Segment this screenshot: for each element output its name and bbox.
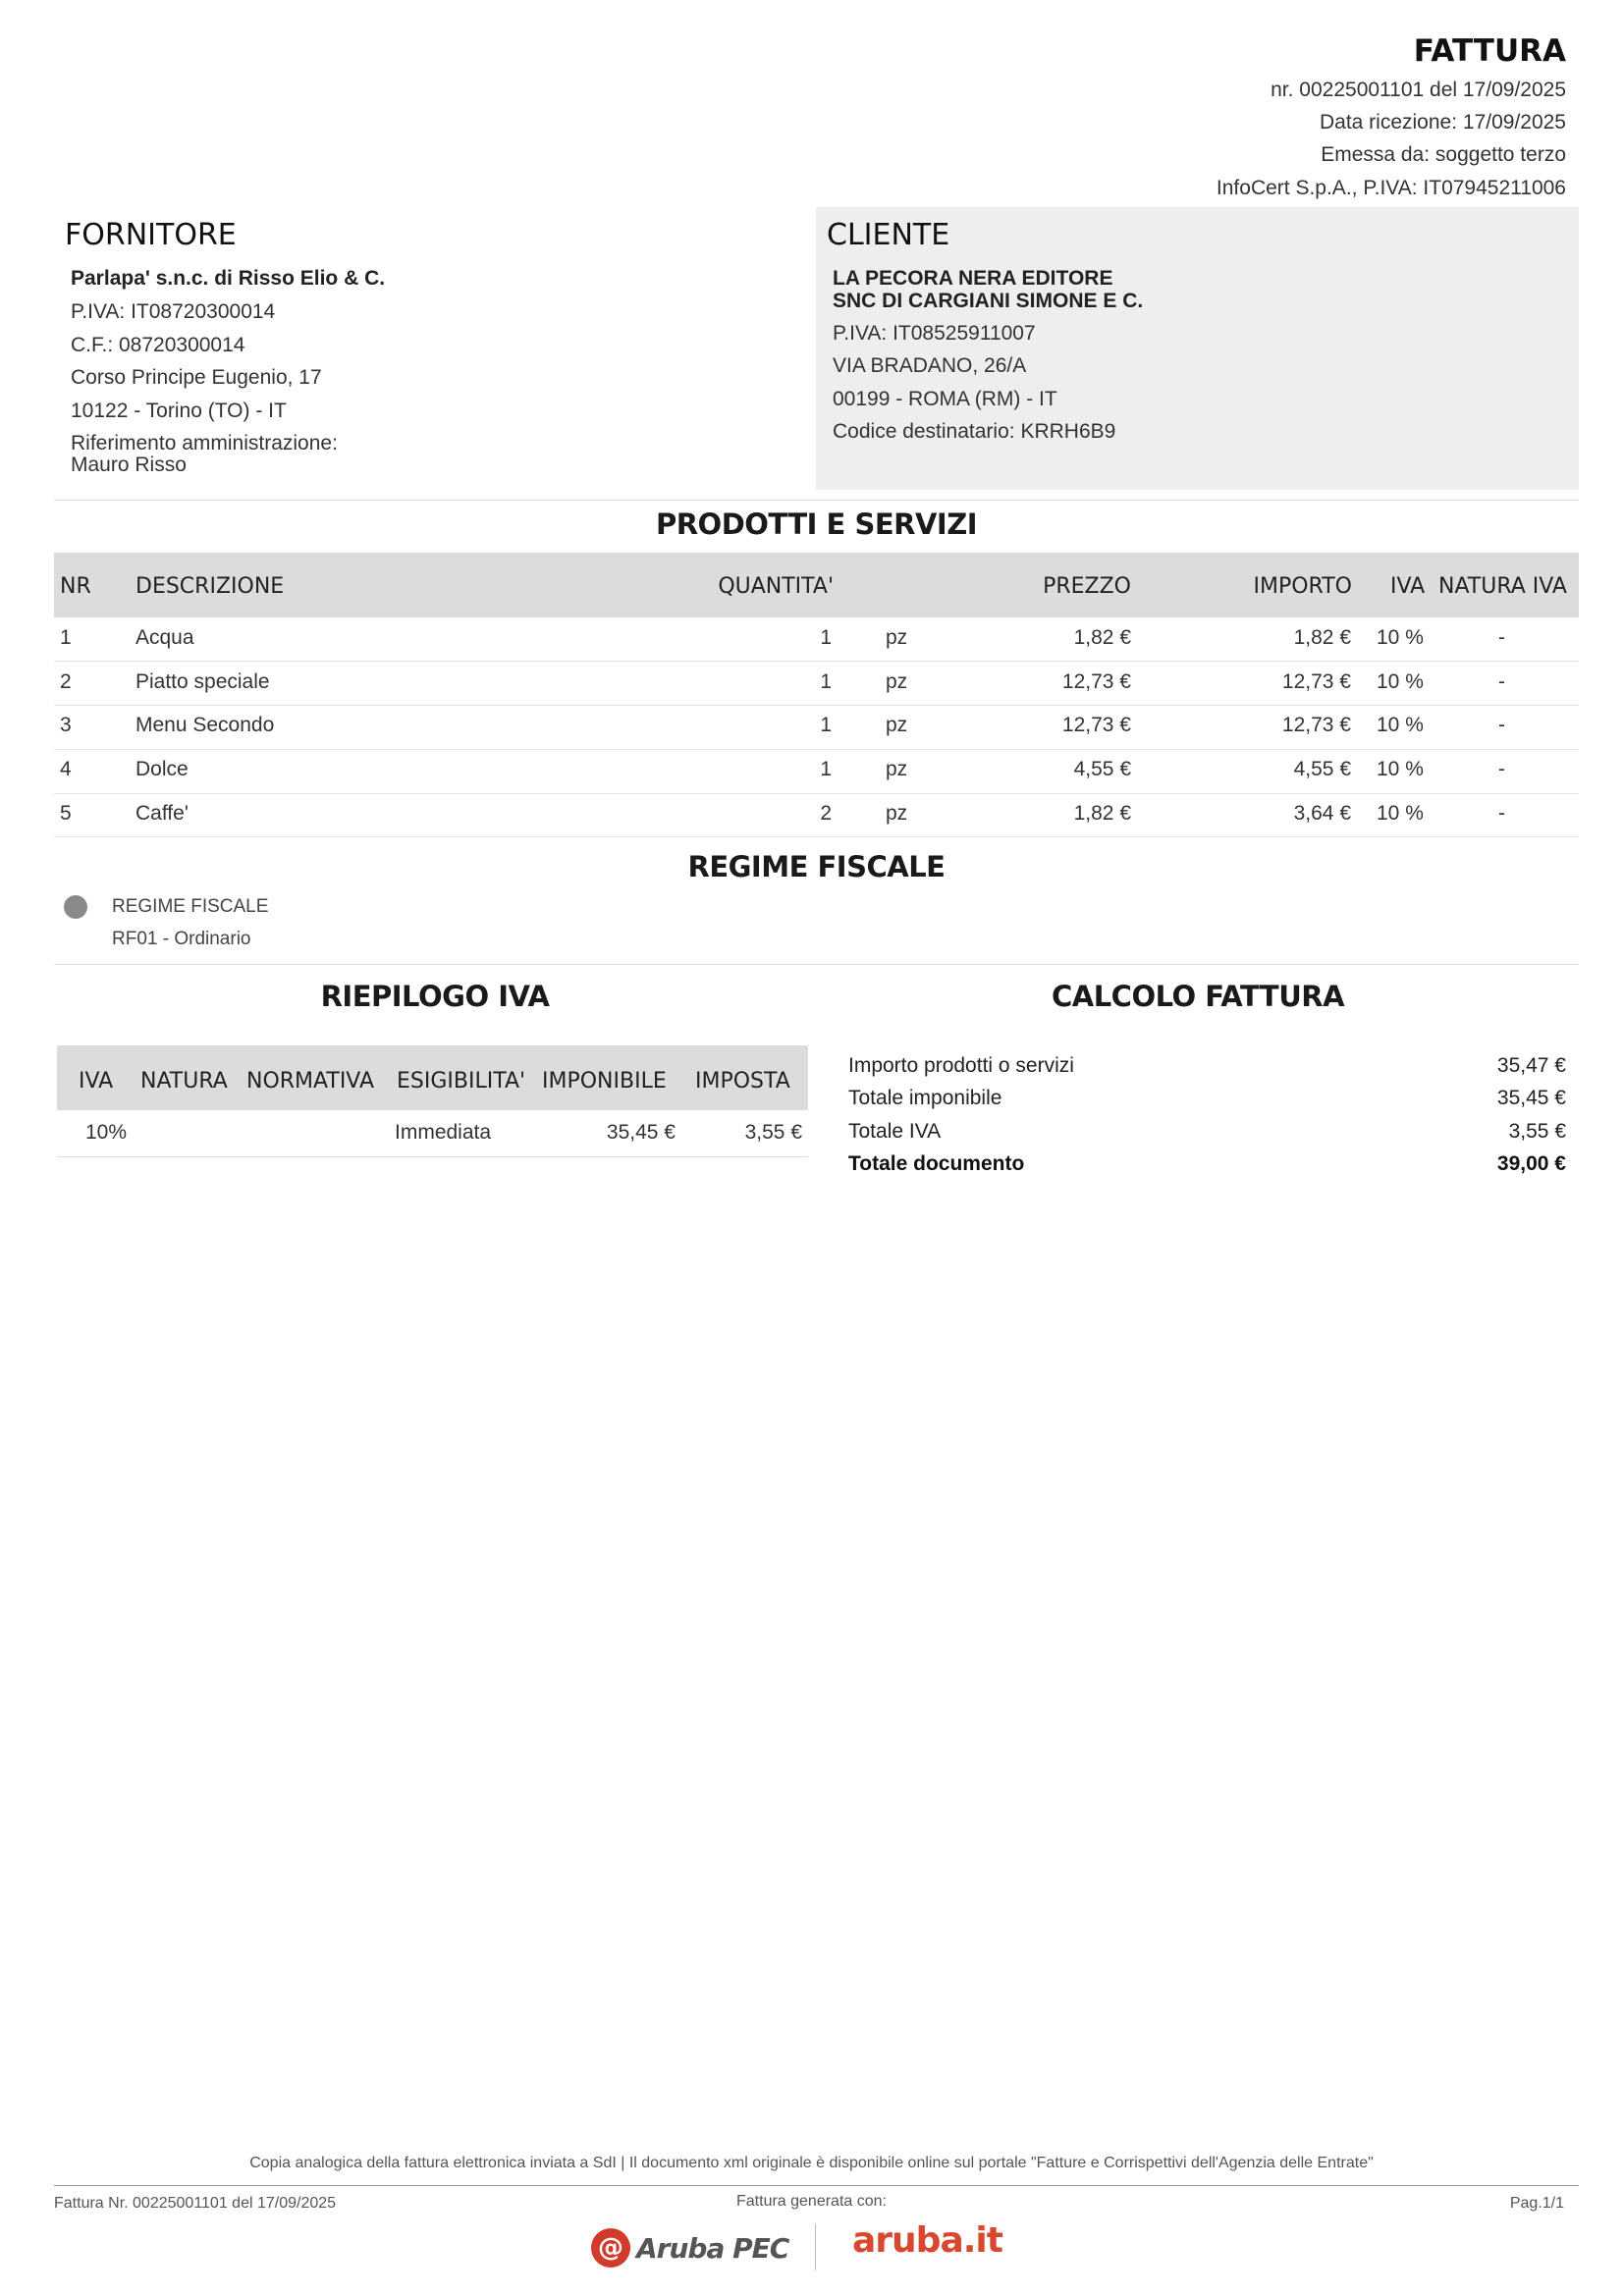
row-quantita: 1 [820,758,832,780]
row-importo: 3,64 € [1293,802,1351,825]
col-importo: IMPORTO [1253,574,1352,599]
riepilogo-imposta: 3,55 € [744,1121,802,1144]
aruba-pec-logo-text: Aruba PEC [636,2231,789,2265]
cliente-name-1: LA PECORA NERA EDITORE [833,267,1113,290]
calcolo-title: CALCOLO FATTURA [1051,980,1345,1013]
calcolo-value: 35,45 € [1496,1087,1566,1109]
row-descrizione: Piatto speciale [135,670,270,693]
fornitore-name: Parlapa' s.n.c. di Risso Elio & C. [71,267,386,290]
document-title: FATTURA [1413,33,1566,69]
fornitore-cf: C.F.: 08720300014 [71,334,245,356]
cliente-heading: CLIENTE [827,218,950,252]
received-date: Data ricezione: 17/09/2025 [1319,111,1566,133]
issued-by: Emessa da: soggetto terzo [1321,143,1566,166]
row-nr: 4 [60,758,72,780]
footer-note: Copia analogica della fattura elettronica inviata a SdI | Il documento xml originale è disponibile online sul portale "Fatture e Corrispettivi dell'Agenzia delle Entrate" [249,2155,1374,2171]
row-descrizione: Caffe' [135,802,189,825]
calcolo-value: 3,55 € [1508,1120,1566,1143]
col-iva: IVA [1390,574,1426,599]
row-prezzo: 12,73 € [1061,670,1131,693]
row-iva: 10 % [1377,626,1424,649]
row-natura: - [1498,802,1505,825]
fornitore-ref-value: Mauro Risso [71,454,187,476]
row-prezzo: 4,55 € [1073,758,1131,780]
row-iva: 10 % [1377,802,1424,825]
col-esigibilita: ESIGIBILITA' [397,1069,526,1094]
row-divider [54,749,1579,750]
row-unit: pz [886,802,908,825]
col-quantita: QUANTITA' [718,574,834,599]
row-unit: pz [886,626,908,649]
row-importo: 4,55 € [1293,758,1351,780]
calcolo-value: 35,47 € [1496,1054,1566,1077]
bullet-icon [64,895,87,919]
row-natura: - [1498,670,1505,693]
regime-title: REGIME FISCALE [687,850,946,883]
col-natura-iva: NATURA IVA [1438,574,1567,599]
row-iva: 10 % [1377,714,1424,736]
row-unit: pz [886,714,908,736]
cliente-address: VIA BRADANO, 26/A [833,354,1027,377]
fornitore-city: 10122 - Torino (TO) - IT [71,400,287,422]
fornitore-ref-label: Riferimento amministrazione: [71,432,338,454]
row-iva: 10 % [1377,670,1424,693]
footer-invoice-ref: Fattura Nr. 00225001101 del 17/09/2025 [54,2195,337,2212]
row-importo: 1,82 € [1293,626,1351,649]
row-divider [54,836,1579,837]
aruba-it-logo: aruba.it [852,2220,1002,2261]
row-quantita: 1 [820,626,832,649]
row-descrizione: Dolce [135,758,189,780]
fornitore-heading: FORNITORE [65,218,237,252]
row-unit: pz [886,670,908,693]
invoice-number: nr. 00225001101 del 17/09/2025 [1271,79,1566,101]
row-nr: 1 [60,626,72,649]
issuer-info: InfoCert S.p.A., P.IVA: IT07945211006 [1216,177,1566,199]
footer-generated-by: Fattura generata con: [736,2193,887,2210]
regime-value: RF01 - Ordinario [112,929,251,949]
row-prezzo: 1,82 € [1073,802,1131,825]
row-divider [54,661,1579,662]
riepilogo-esigibilita: Immediata [395,1121,492,1144]
row-natura: - [1498,714,1505,736]
aruba-pec-logo-icon: @ [591,2228,630,2268]
row-prezzo: 12,73 € [1061,714,1131,736]
fornitore-piva: P.IVA: IT08720300014 [71,300,276,323]
footer-page: Pag.1/1 [1509,2195,1564,2212]
row-natura: - [1498,758,1505,780]
col-imposta: IMPOSTA [695,1069,790,1094]
row-nr: 3 [60,714,72,736]
row-nr: 5 [60,802,72,825]
totale-documento-value: 39,00 € [1496,1152,1566,1175]
calcolo-label: Importo prodotti o servizi [848,1054,1074,1077]
col-imponibile: IMPONIBILE [542,1069,667,1094]
regime-label: REGIME FISCALE [112,896,269,917]
totale-documento-label: Totale documento [848,1152,1025,1175]
footer-divider [54,2185,1579,2186]
divider [54,964,1579,965]
row-natura: - [1498,626,1505,649]
fornitore-address: Corso Principe Eugenio, 17 [71,366,322,389]
col-natura: NATURA [140,1069,228,1094]
row-unit: pz [886,758,908,780]
cliente-piva: P.IVA: IT08525911007 [833,322,1036,345]
row-descrizione: Acqua [135,626,194,649]
row-quantita: 1 [820,670,832,693]
row-prezzo: 1,82 € [1073,626,1131,649]
cliente-codice-destinatario: Codice destinatario: KRRH6B9 [833,420,1116,443]
divider [54,500,1579,501]
col-normativa: NORMATIVA [246,1069,375,1094]
aruba-pec-logo [591,2226,788,2269]
col-nr: NR [60,574,91,599]
row-nr: 2 [60,670,72,693]
row-quantita: 2 [820,802,832,825]
row-importo: 12,73 € [1281,714,1351,736]
riepilogo-row-divider [57,1156,808,1157]
cliente-name-2: SNC DI CARGIANI SIMONE E C. [833,290,1144,312]
row-quantita: 1 [820,714,832,736]
col-descrizione: DESCRIZIONE [135,574,285,599]
col-iva: IVA [79,1069,114,1094]
logo-separator [815,2223,816,2270]
calcolo-label: Totale IVA [848,1120,942,1143]
calcolo-label: Totale imponibile [848,1087,1002,1109]
riepilogo-title: RIEPILOGO IVA [320,980,550,1013]
row-divider [54,793,1579,794]
row-descrizione: Menu Secondo [135,714,275,736]
row-divider [54,705,1579,706]
products-title: PRODOTTI E SERVIZI [655,507,978,541]
riepilogo-imponibile: 35,45 € [606,1121,676,1144]
cliente-city: 00199 - ROMA (RM) - IT [833,388,1057,410]
col-prezzo: PREZZO [1043,574,1131,599]
row-importo: 12,73 € [1281,670,1351,693]
row-iva: 10 % [1377,758,1424,780]
riepilogo-iva: 10% [85,1121,128,1144]
